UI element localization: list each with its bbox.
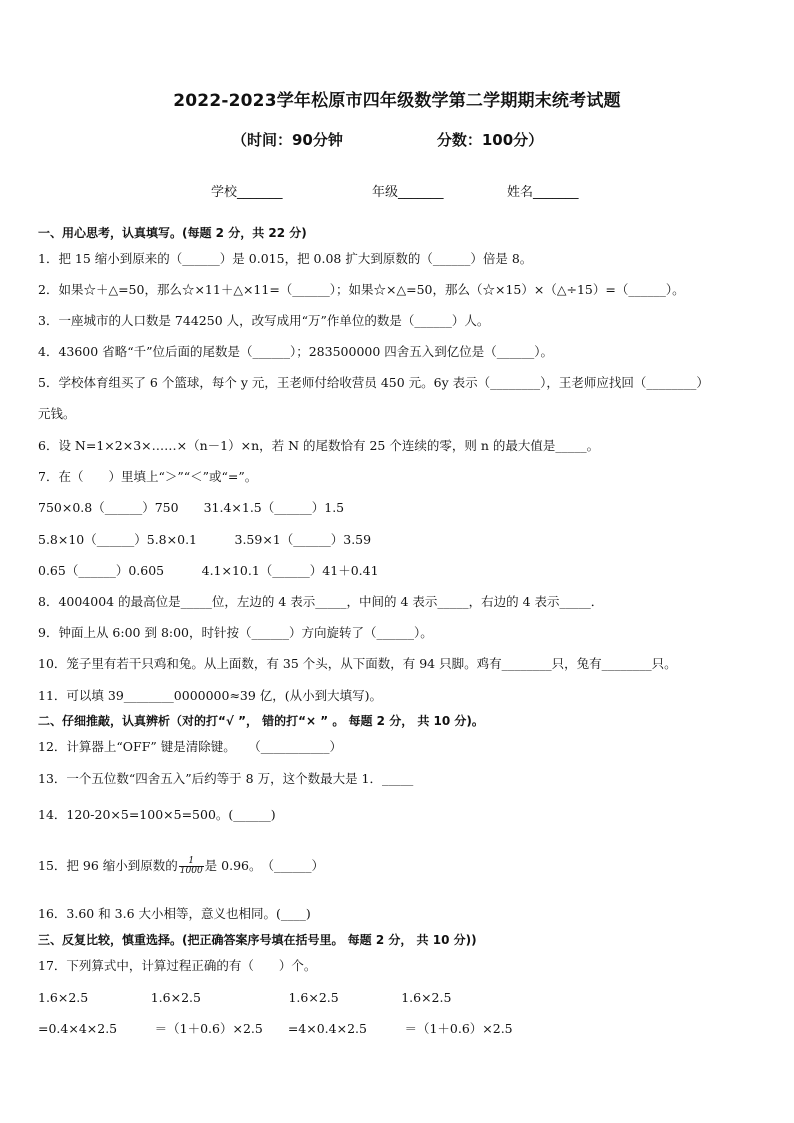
question-15	[38, 857, 324, 876]
question-13: 13．一个五位数“四舍五入”后约等于 8 万，这个数最大是 1．_____	[38, 771, 414, 786]
question-6: 6．设 N=1×2×3×……×（n－1）×n，若 N 的尾数恰有 25 个连续的零，则 n 的最大值是_____。	[38, 438, 600, 453]
question-11: 11．可以填 39________0000000≈39 亿，(从小到大填写)。	[38, 688, 383, 703]
section-2-heading: 二、仔细推敲，认真辨析（对的打“√ ”， 错的打“× ” 。 每题 2 分， 共 10 分)。	[38, 714, 484, 728]
question-9: 9．钟面上从 6:00 到 8:00，时针按（______）方向旋转了（______）。	[38, 625, 433, 640]
page-title: 2022-2023学年松原市四年级数学第二学期期末统考试题	[173, 91, 621, 111]
question-15-text-end: 是 0.96。 （______）	[204, 858, 324, 873]
question-17-row-1: 1.6×2.5 1.6×2.5 1.6×2.5 1.6×2.5	[38, 990, 452, 1005]
section-1-heading: 一、用心思考，认真填写。(每题 2 分，共 22 分)	[38, 226, 307, 240]
question-5-continued: 元钱。	[38, 406, 76, 421]
question-7-row-3: 0.65（______）0.605 4.1×10.1（______）41＋0.41	[38, 563, 379, 578]
question-7-row-1: 750×0.8（______）750 31.4×1.5（______）1.5	[38, 500, 345, 515]
question-7: 7．在（ ）里填上“＞”“＜”或“=”。	[38, 469, 258, 484]
question-5: 5．学校体育组买了 6 个篮球，每个 y 元，王老师付给收营员 450 元。6y 表示（________），王老师应找回（________）	[38, 375, 709, 390]
question-12: 12．计算器上“OFF” 键是清除键。 （___________）	[38, 739, 343, 754]
question-4: 4．43600 省略“千”位后面的尾数是（______）；283500000 四舍五入到亿位是（______）。	[38, 344, 554, 359]
question-7-row-2: 5.8×10（______）5.8×0.1 3.59×1（______）3.59	[38, 532, 372, 547]
question-8: 8．4004004 的最高位是_____位，左边的 4 表示_____，中间的 4 表示_____，右边的 4 表示_____．	[38, 594, 604, 609]
question-15-text: 15．把 96 缩小到原数的	[38, 858, 178, 873]
question-10: 10．笼子里有若干只鸡和兔。从上面数，有 35 个头，从下面数，有 94 只脚。鸡有________只，兔有________只。	[38, 656, 677, 671]
question-3: 3．一座城市的人口数是 744250 人，改写成用“万”作单位的数是（______）人。	[38, 313, 490, 328]
fraction-numerator: 1	[179, 857, 204, 867]
grade-field[interactable]: 年级_______	[372, 185, 444, 200]
question-17: 17．下列算式中，计算过程正确的有（ ）个。	[38, 958, 317, 973]
question-2: 2．如果☆＋△=50，那么☆×11＋△×11=（______）；如果☆×△=50，那么（☆×15）×（△÷15）=（______）。	[38, 282, 685, 297]
school-field[interactable]: 学校_______	[211, 185, 283, 200]
exam-time-score: （时间：90分钟 分数：100分）	[232, 131, 544, 149]
question-16: 16．3.60 和 3.6 大小相等，意义也相同。(____)	[38, 906, 311, 921]
fraction-denominator: 1000	[179, 866, 203, 876]
fraction	[179, 857, 204, 876]
name-field[interactable]: 姓名_______	[507, 185, 579, 200]
question-14: 14．120-20×5=100×5=500。(______)	[38, 807, 276, 822]
section-3-heading: 三、反复比较，慎重选择。(把正确答案序号填在括号里。 每题 2 分， 共 10 分))	[38, 933, 477, 947]
question-17-row-2: =0.4×4×2.5 ＝（1＋0.6）×2.5 =4×0.4×2.5 ＝（1＋0.6）×2.5	[38, 1021, 513, 1036]
question-1: 1．把 15 缩小到原来的（______）是 0.015，把 0.08 扩大到原数的（______）倍是 8。	[38, 251, 533, 266]
